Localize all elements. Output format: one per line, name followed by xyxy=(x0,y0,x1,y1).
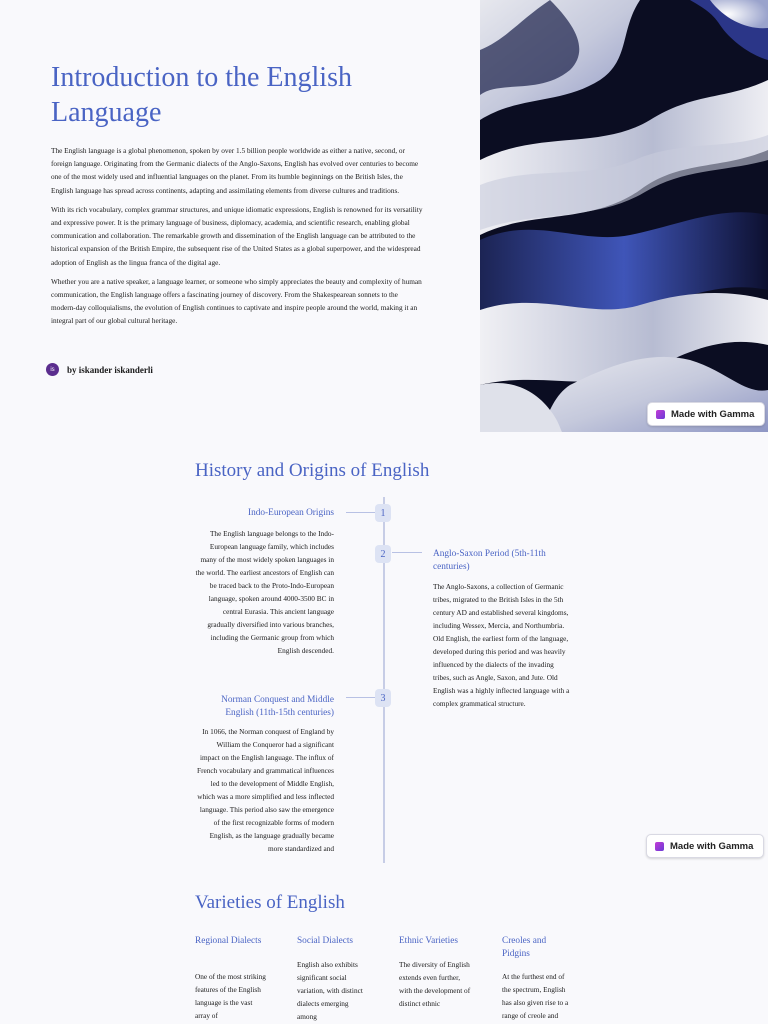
timeline-marker-2: 2 xyxy=(375,545,391,563)
made-with-gamma-button[interactable] xyxy=(647,402,765,426)
gamma-logo-icon xyxy=(655,842,664,851)
variety-body: The diversity of English extends even further, with the development of distinct ethnic xyxy=(399,960,471,1008)
timeline-item-title: Anglo-Saxon Period (5th-11th centuries) xyxy=(433,549,546,572)
timeline-item-title: Norman Conquest and Middle English (11th-15th centuries) xyxy=(221,695,334,718)
timeline-connector xyxy=(346,697,376,698)
timeline-item-title: Indo-European Origins xyxy=(248,508,334,518)
intro-paragraph: Whether you are a native speaker, a language learner, or someone who simply appreciates the beauty and complexity of human communication, the English language offers a fascinating journey of discovery. From the Shakespearean sonnets to the modern-day colloquialisms, the evolution of English continues to captivate and inspire people around the world, making it an integral part of our global cultural heritage. xyxy=(51,276,422,326)
varieties-heading: Varieties of English xyxy=(195,892,345,913)
timeline-marker-3: 3 xyxy=(375,689,391,707)
timeline-marker-1: 1 xyxy=(375,504,391,522)
avatar[interactable]: is xyxy=(46,363,59,376)
timeline-item-body: The English language belongs to the Indo-European language family, which includes many of the most widely spoken languages in the world. The earliest ancestors of English can be traced back to the Proto-Indo-European language, spoken around 4000-3500 BC in central Eurasia. This ancient language gradually diversified into various branches, including the Germanic group from which English descended. xyxy=(195,529,334,655)
timeline-body-clip xyxy=(195,725,334,863)
badge-label: Made with Gamma xyxy=(670,840,754,852)
history-heading: History and Origins of English xyxy=(195,460,430,481)
gamma-logo-icon xyxy=(656,410,665,419)
intro-paragraph: With its rich vocabulary, complex grammar structures, and unique idiomatic expressions, English is renowned for its versatility and expressive power. It is the primary language of business, diplomacy, academia, and scientific research, enabling global communication and collaboration. The remarkable growth and dissemination of the English language can be attributed to the historical expansion of the British Empire, the subsequent rise of the United States as a global superpower, and the widespread adoption of English as the lingua franca of the digital age. xyxy=(51,204,423,267)
made-with-gamma-button[interactable] xyxy=(646,834,764,858)
timeline-connector xyxy=(346,512,376,513)
intro-text xyxy=(51,144,423,334)
variety-title: Regional Dialects xyxy=(195,936,262,946)
badge-label: Made with Gamma xyxy=(671,408,755,420)
page-title: Introduction to the English Language xyxy=(51,62,352,128)
variety-title: Social Dialects xyxy=(297,936,354,946)
author-name: by iskander iskanderli xyxy=(67,364,153,375)
timeline-connector xyxy=(392,552,422,553)
variety-title: Ethnic Varieties xyxy=(399,936,458,946)
variety-title: Creoles and Pidgins xyxy=(502,936,547,959)
author-line xyxy=(46,363,153,376)
variety-body: At the furthest end of the spectrum, English has also given rise to a range of creole and xyxy=(502,972,569,1020)
intro-paragraph: The English language is a global phenomenon, spoken by over 1.5 billion people worldwide as either a native, second, or foreign language. Originating from the Germanic dialects of the Anglo-Saxons, English has evolved over centuries to become one of the most widely used and influential languages on the planet. From its humble beginnings on the British Isles, the English language has spread across continents, adapting and assimilating elements from diverse cultures and traditions. xyxy=(51,146,419,195)
variety-body: One of the most striking features of the English language is the vast array of xyxy=(195,972,266,1020)
timeline-item-body: In 1066, the Norman conquest of England by William the Conqueror had a significant impact on the English language. The influx of French vocabulary and grammatical influences led to the development of Middle English, which was a more simplified and less inflected language. This period also saw the emergence of the first recognizable forms of modern English, as the language gradually became more standardized and xyxy=(197,727,334,853)
timeline-item-body: The Anglo-Saxons, a collection of Germanic tribes, migrated to the British Isles in the 5th century AD and established several kingdoms, including Wessex, Mercia, and Northumbria. Old English, the earliest form of the language, developed during this period and was heavily influenced by the dialects of the invading tribes, such as Angle, Saxon, and Jute. Old English was a highly inflected language with a complex grammatical structure. xyxy=(433,582,570,708)
variety-body: English also exhibits significant social variation, with distinct dialects emerging among xyxy=(297,960,363,1021)
abstract-wave-image xyxy=(480,0,768,432)
title-slide xyxy=(0,0,768,432)
